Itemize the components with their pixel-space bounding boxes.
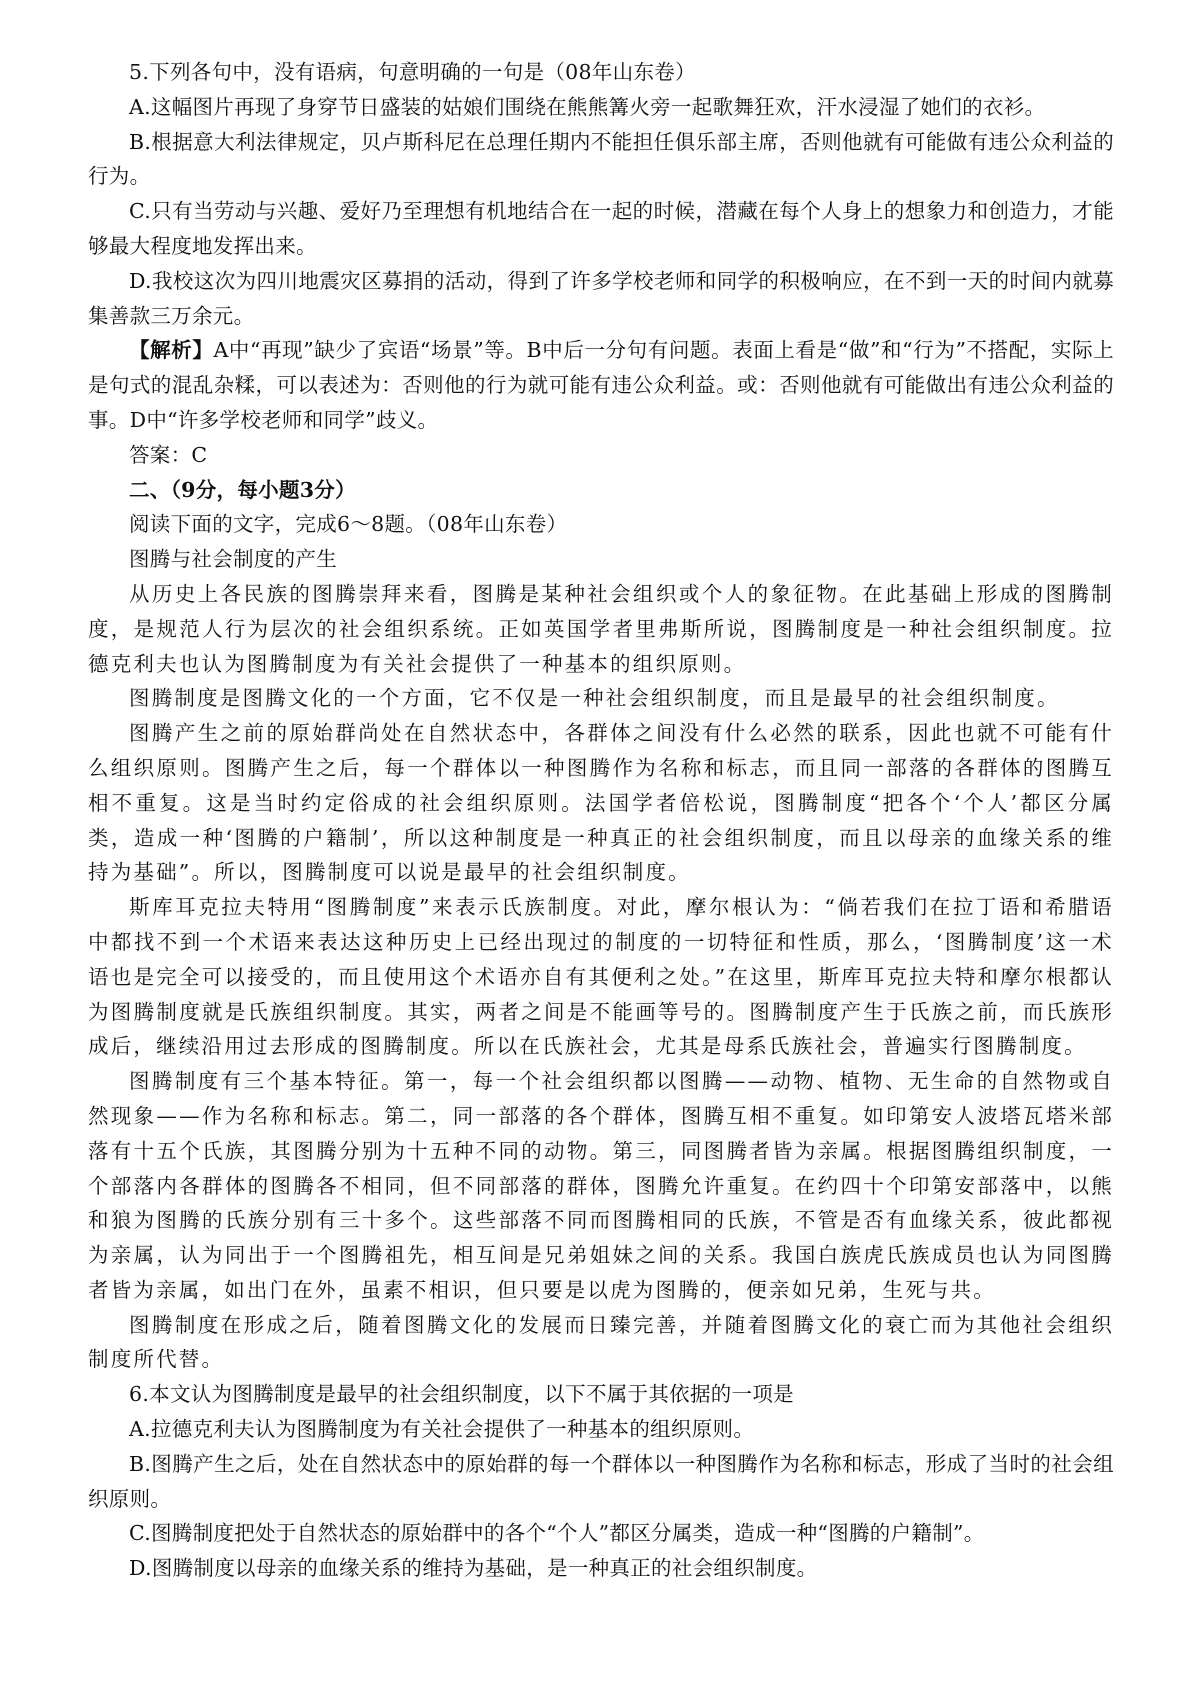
analysis-label: 【解析】 <box>129 338 214 363</box>
q5-stem: 5.下列各句中，没有语病，句意明确的一句是（08年山东卷） <box>129 60 696 84</box>
section-instruction: 阅读下面的文字，完成6～8题。（08年山东卷） <box>129 512 568 537</box>
q5-option-d: D.我校这次为四川地震灾区募捐的活动，得到了许多学校老师和同学的积极响应，在不到一天的时间内就募集善款三万余元。 <box>88 268 1114 328</box>
document-page <box>88 55 1114 1586</box>
q5-analysis <box>88 333 1114 437</box>
section-heading: 二、（9分，每小题3分） <box>129 477 356 502</box>
q5-option-a: A.这幅图片再现了身穿节日盛装的姑娘们围绕在熊熊篝火旁一起歌舞狂欢，汗水浸湿了她们的衣衫。 <box>129 94 1046 119</box>
passage-paragraph: 图腾产生之前的原始群尚处在自然状态中，各群体之间没有什么必然的联系，因此也就不可能有什么组织原则。图腾产生之后，每一个群体以一种图腾作为名称和标志，而且同一部落的各群体的图腾互相不重复。这是当时约定俗成的社会组织原则。法国学者倍松说，图腾制度“把各个‘个人’都区分属类，造成一种‘图腾的户籍制’，所以这种制度是一种真正的社会组织制度，而且以母亲的血缘关系的维持为基础”。所以，图腾制度可以说是最早的社会组织制度。 <box>88 721 1114 885</box>
passage-paragraph: 图腾制度在形成之后，随着图腾文化的发展而日臻完善，并随着图腾文化的衰亡而为其他社会组织制度所代替。 <box>88 1312 1114 1372</box>
passage-paragraph: 图腾制度是图腾文化的一个方面，它不仅是一种社会组织制度，而且是最早的社会组织制度。 <box>129 686 1060 711</box>
passage-paragraph: 图腾制度有三个基本特征。第一，每一个社会组织都以图腾——动物、植物、无生命的自然物或自然现象——作为名称和标志。第二，同一部落的各个群体，图腾互相不重复。如印第安人波塔瓦塔米部落有十五个氏族，其图腾分别为十五种不同的动物。第三，同图腾者皆为亲属。根据图腾组织制度，一个部落内各群体的图腾各不相同，但不同部落的群体，图腾允许重复。在约四十个印第安部落中，以熊和狼为图腾的氏族分别有三十多个。这些部落不同而图腾相同的氏族，不管是否有血缘关系，彼此都视为亲属，认为同出于一个图腾祖先，相互间是兄弟姐妹之间的关系。我国白族虎氏族成员也认为同图腾者皆为亲属，如出门在外，虽素不相识，但只要是以虎为图腾的，便亲如兄弟，生死与共。 <box>88 1069 1114 1302</box>
analysis-text: A中“再现”缺少了宾语“场景”等。B中后一分句有问题。表面上看是“做”和“行为”不搭配，实际上是句式的混乱杂糅，可以表述为：否则他的行为就可能有违公众利益。或：否则他就有可能做出有违公众利益的事。D中“许多学校老师和同学”歧义。 <box>88 338 1115 432</box>
passage-paragraph: 从历史上各民族的图腾崇拜来看，图腾是某种社会组织或个人的象征物。在此基础上形成的图腾制度，是规范人行为层次的社会组织系统。正如英国学者里弗斯所说，图腾制度是一种社会组织制度。拉德克利夫也认为图腾制度为有关社会提供了一种基本的组织原则。 <box>88 581 1114 676</box>
q5-option-c: C.只有当劳动与兴趣、爱好乃至理想有机地结合在一起的时候，潜藏在每个人身上的想象力和创造力，才能够最大程度地发挥出来。 <box>88 199 1114 258</box>
q6-option-c: C.图腾制度把处于自然状态的原始群中的各个“个人”都区分属类，造成一种“图腾的户籍制”。 <box>129 1521 985 1546</box>
q6-option-a: A.拉德克利夫认为图腾制度为有关社会提供了一种基本的组织原则。 <box>129 1417 755 1442</box>
q6-stem: 6.本文认为图腾制度是最早的社会组织制度，以下不属于其依据的一项是 <box>129 1382 794 1407</box>
passage-paragraph: 斯库耳克拉夫特用“图腾制度”来表示氏族制度。对此，摩尔根认为：“倘若我们在拉丁语和希腊语中都找不到一个术语来表达这种历史上已经出现过的制度的一切特征和性质，那么，‘图腾制度’这一术语也是完全可以接受的，而且使用这个术语亦自有其便利之处。”在这里，斯库耳克拉夫特和摩尔根都认为图腾制度就是氏族组织制度。其实，两者之间是不能画等号的。图腾制度产生于氏族之前，而氏族形成后，继续沿用过去形成的图腾制度。所以在氏族社会，尤其是母系氏族社会，普遍实行图腾制度。 <box>88 895 1114 1059</box>
q6-option-d: D.图腾制度以母亲的血缘关系的维持为基础，是一种真正的社会组织制度。 <box>129 1556 818 1581</box>
q5-answer: 答案：C <box>129 442 208 467</box>
q6-option-b: B.图腾产生之后，处在自然状态中的原始群的每一个群体以一种图腾作为名称和标志，形成了当时的社会组织原则。 <box>88 1451 1114 1511</box>
passage-title: 图腾与社会制度的产生 <box>129 547 337 572</box>
q5-option-b: B.根据意大利法律规定，贝卢斯科尼在总理任期内不能担任俱乐部主席，否则他就有可能做有违公众利益的行为。 <box>88 129 1114 189</box>
